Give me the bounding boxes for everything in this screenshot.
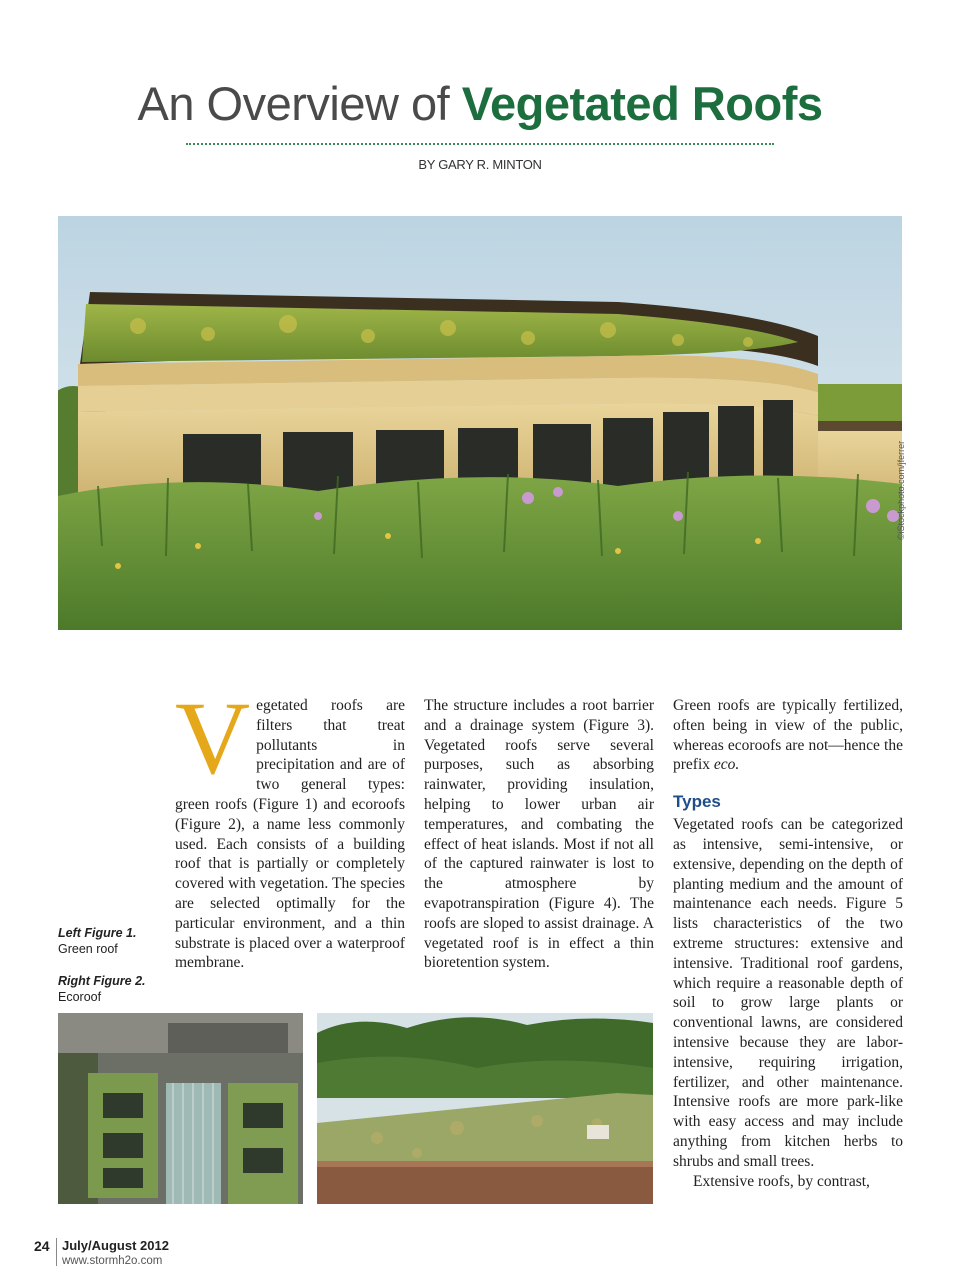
- left-figure-label: Left Figure 1.: [58, 926, 137, 940]
- footer-divider: [56, 1238, 57, 1266]
- article-column-1: [175, 681, 405, 973]
- website-url: www.stormh2o.com: [62, 1255, 163, 1267]
- types-paragraph: Vegetated roofs can be categorized as intensive, semi-intensive, or extensive, depending on the depth of planting medium and the amount of maintenance each needs. Figure 5 lists characteristics of the two extreme structures: extensive and intensive. Traditional roof gardens, which require a reasonable depth of soil to grow large plants or conventional lawns, are considered intensive because they are labor-intensive, requiring irrigation, fertilizer, and other maintenance. Intensive roofs are more park-like with easy access and may include anything from kitchen herbs to shrubs and small trees.: [673, 816, 903, 1170]
- figure-2-photo: [317, 1013, 653, 1204]
- issue-date: July/August 2012: [62, 1238, 169, 1253]
- eco-emphasis: eco.: [713, 756, 740, 774]
- right-figure-label: Right Figure 2.: [58, 974, 146, 988]
- byline: BY GARY R. MINTON: [418, 157, 542, 172]
- figure-1-photo: [58, 1013, 303, 1204]
- left-figure-text: Green roof: [58, 942, 118, 956]
- green-roofs-text: Green roofs are typically fertilized, often being in view of the public, whereas ecoroofs are not—hence the prefix: [673, 697, 903, 774]
- figure-2-image: [317, 1013, 653, 1204]
- right-figure-text: Ecoroof: [58, 990, 102, 1004]
- title-bold: Vegetated Roofs: [461, 77, 823, 130]
- photo-credit: ©iStockphoto.com/jferrer: [896, 440, 906, 540]
- page-title: [0, 76, 960, 132]
- extensive-paragraph: Extensive roofs, by contrast,: [693, 1172, 870, 1190]
- structure-paragraph: The structure includes a root barrier and a drainage system (Figure 3). Vegetated roofs serve several purposes, such as absorbing rainwater, providing insulation, helping to lower urban air temperatures, and combating the effect of heat islands. Most if not all of the captured rainwater is lost to the atmosphere by evapotranspiration (Figure 4). The roofs are sloped to assist drainage. A vegetated roof is in effect a thin bioretention system.: [424, 697, 654, 972]
- figure-1-image: [58, 1013, 303, 1204]
- green-roofs-paragraph: [673, 696, 903, 775]
- drop-cap: V: [175, 681, 251, 796]
- right-figure-caption: [58, 973, 146, 1005]
- article-column-3: [673, 696, 903, 1191]
- left-figure-caption: [58, 925, 136, 957]
- article-column-2: [424, 696, 654, 973]
- title-divider: [186, 143, 774, 145]
- intro-paragraph: egetated roofs are filters that treat pollutants in precipitation and are of two general types: green roofs (Figure 1) and ecoroofs (Figure 2), a name less commonly used. Each consists of a building roof that is partially or completely covered with vegetation. The species are selected optimally for the particular environment, and a thin substrate is placed over a waterproof membrane.: [175, 697, 405, 972]
- page-number: 24: [34, 1238, 50, 1254]
- types-heading: Types: [673, 792, 721, 812]
- title-light: An Overview of: [137, 77, 450, 130]
- hero-photo-image: [58, 216, 902, 630]
- hero-photo: [58, 216, 902, 630]
